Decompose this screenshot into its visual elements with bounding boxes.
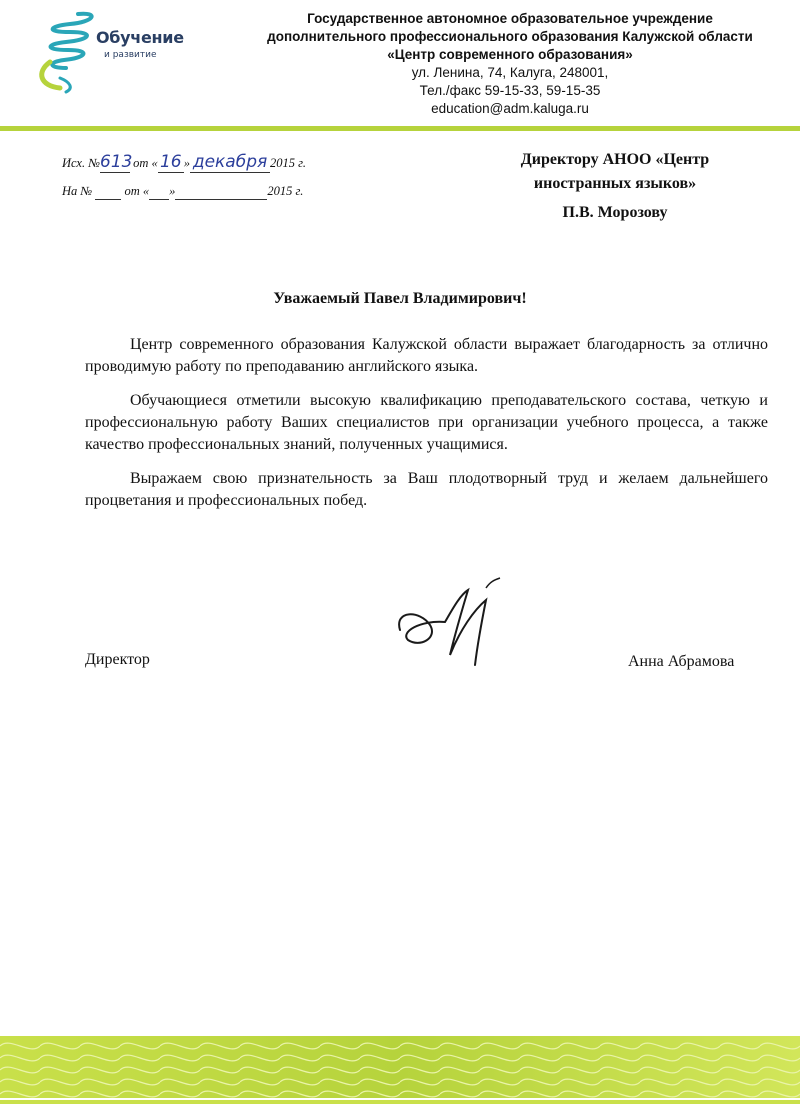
from-label: от « [133,156,158,170]
logo-name: Обучение [96,28,184,47]
body-paragraph: Центр современного образования Калужской области выражает благодарность за отлично проводимую работу по преподаванию английского языка. [85,336,768,375]
org-address: ул. Ленина, 74, Калуга, 248001, [411,65,609,80]
in-month-blank [175,184,267,200]
out-day: 16 [158,152,184,173]
org-line: «Центр современного образования» [387,47,633,62]
in-number-blank [95,184,121,200]
addressee-line: Директору АНОО «Центр [520,151,710,168]
body-paragraph: Обучающиеся отметили высокую квалификацию преподавательского состава, четкую и профессиональную работу Ваших специалистов при организации учебного процесса, а также качество профессиональных знаний, полученных учащимися. [85,392,768,453]
quote-close: » [169,184,176,198]
org-email: education@adm.kaluga.ru [431,101,589,116]
addressee-line: иностранных языков» [533,175,697,192]
addressee [480,148,750,196]
handwritten-signature-icon [390,570,530,680]
in-from-label: от « [124,184,150,198]
out-month: декабря [190,152,270,173]
in-day-blank [149,184,169,200]
quote-close: » [183,156,191,170]
addressee-name: П.В. Морозову [562,204,668,221]
logo-subtitle: и развитие [104,50,157,60]
incoming-reference [62,184,303,200]
org-line: дополнительного профессионального образования Калужской области [267,29,753,44]
header-divider [0,126,800,131]
outgoing-reference [62,152,306,173]
body-paragraph: Выражаем свою признательность за Ваш плодотворный труд и желаем дальнейшего процветания и профессиональных побед. [85,470,768,509]
out-number: 613 [100,152,133,172]
in-label: На № [62,184,93,198]
footer-line [0,1100,800,1104]
greeting: Уважаемый Павел Владимирович! [273,290,527,307]
org-line: Государственное автономное образовательное учреждение [307,11,713,26]
signer-name: Анна Абрамова [628,653,735,670]
org-phone: Тел./факс 59-15-33, 59-15-35 [419,83,601,98]
out-label: Исх. № [62,156,100,170]
signer-position: Директор [85,651,150,668]
out-year: 2015 г. [270,156,306,170]
organization-header [240,10,780,118]
footer-pattern [0,1036,800,1098]
in-year: 2015 г. [267,184,304,198]
